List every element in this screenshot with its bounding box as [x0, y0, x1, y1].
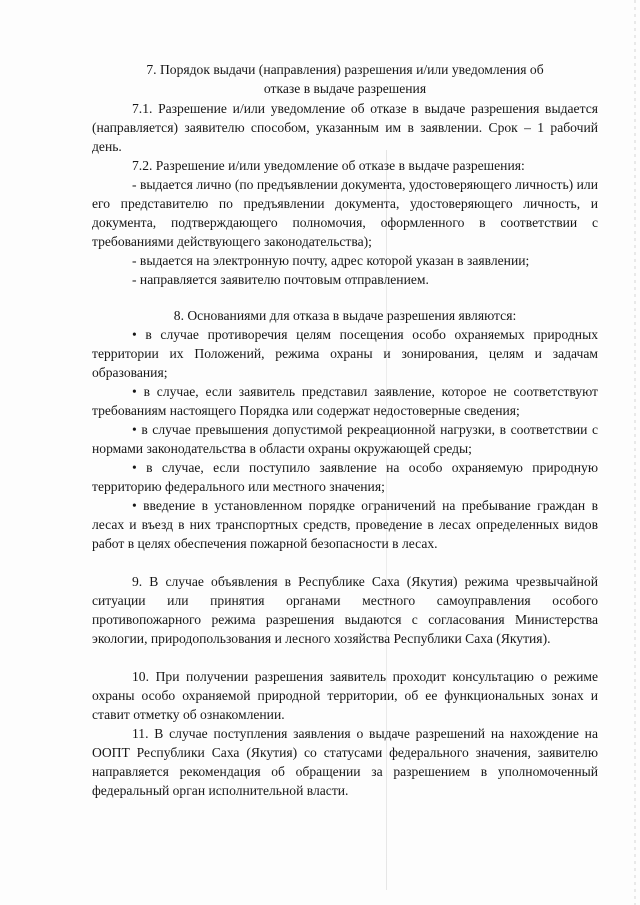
- section-7-title-line-1: 7. Порядок выдачи (направления) разрешения и/или уведомления об: [146, 62, 544, 77]
- section-7-title: [92, 60, 598, 98]
- section-7-2-dash-item-2: - выдается на электронную почту, адрес которой указан в заявлении;: [132, 253, 530, 268]
- section-7-1-paragraph: 7.1. Разрешение и/или уведомление об отказе в выдаче разрешения выдается (направляется) заявителю способом, указанным им в заявлении. Срок – 1 рабочий день.: [92, 101, 598, 154]
- section-9-paragraph: 9. В случае объявления в Республике Саха (Якутия) режима чрезвычайной ситуации или принятия органами местного самоуправления особого противопожарного режима разрешения выдаются с согласования Министерства экологии, природопользования и лесного хозяйства Республики Саха (Якутия).: [92, 574, 598, 646]
- section-10-paragraph: 10. При получении разрешения заявитель проходит консультацию о режиме охраны особо охраняемой природной территории, об ее функциональных зонах и ставит отметку об ознакомлении.: [92, 669, 598, 722]
- section-8-title: 8. Основаниями для отказа в выдаче разрешения являются:: [173, 308, 517, 323]
- section-8-bullet-1: • в случае противоречия целям посещения особо охраняемых природных территории их Положений, режима охраны и зонирования, целям и задачам образования;: [92, 327, 598, 380]
- section-8-bullet-5: • введение в установленном порядке ограничений на пребывание граждан в лесах и въезд в них транспортных средств, проведение в лесах определенных видов работ в целях обеспечения пожарной безопасности в лесах.: [92, 498, 598, 551]
- section-8-bullet-3: • в случае превышения допустимой рекреационной нагрузки, в соответствии с нормами законодательства в области охраны окружающей среды;: [92, 422, 598, 456]
- document-body: [92, 60, 598, 800]
- section-7-2-paragraph: 7.2. Разрешение и/или уведомление об отказе в выдаче разрешения:: [132, 158, 525, 173]
- section-8-bullet-4: • в случае, если поступило заявление на особо охраняемую природную территорию федерального или местного значения;: [92, 460, 598, 494]
- section-7-2-dash-item-1: - выдается лично (по предъявлении документа, удостоверяющего личность) или его представителю по предъявлении документа, удостоверяющего личность, и документа, подтверждающего полномочия, оформленного в соответствии с требованиями действующего законодательства);: [92, 177, 598, 249]
- section-11-paragraph: 11. В случае поступления заявления о выдаче разрешений на нахождение на ООПТ Республики Саха (Якутия) со статусами федерального значения, заявителю направляется рекомендация об обращении за разрешением в уполномоченный федеральный орган исполнительной власти.: [92, 726, 598, 798]
- page-edge-marks: [634, 0, 636, 905]
- section-7-title-line-2: отказе в выдаче разрешения: [263, 81, 427, 96]
- section-8-bullet-2: • в случае, если заявитель представил заявление, которое не соответствуют требованиям настоящего Порядка или содержат недостоверные сведения;: [92, 384, 598, 418]
- section-7-2-dash-item-3: - направляется заявителю почтовым отправлением.: [132, 272, 429, 287]
